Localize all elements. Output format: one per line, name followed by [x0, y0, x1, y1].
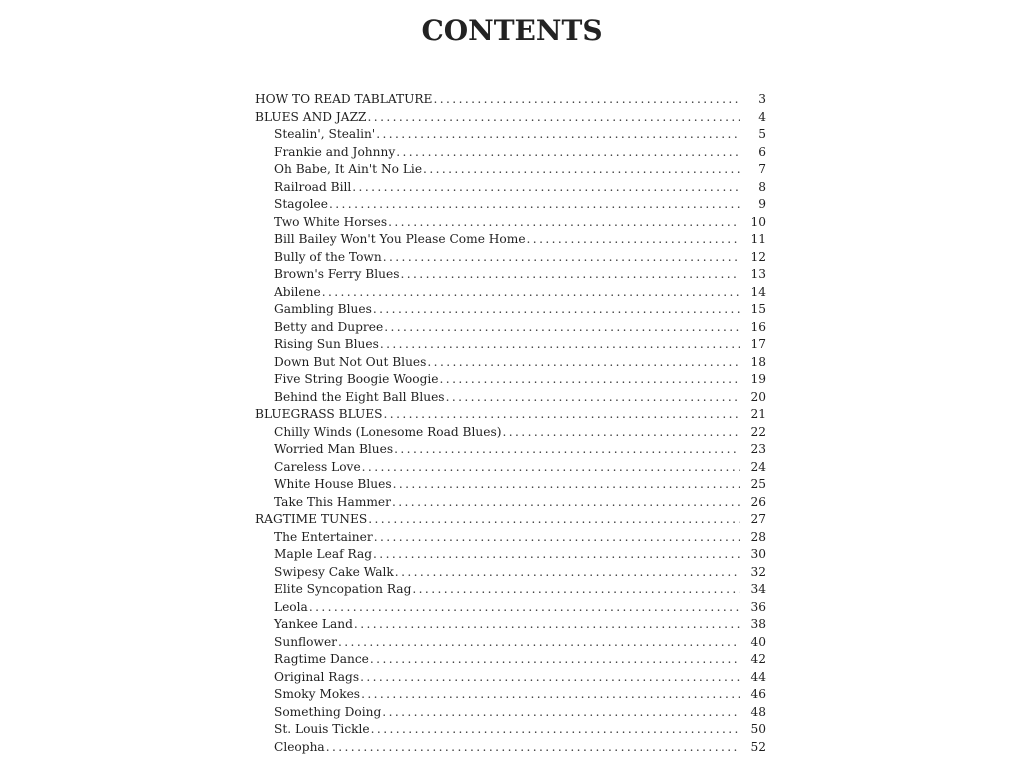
page-number: 10	[750, 214, 766, 229]
toc-entry-row	[252, 529, 766, 547]
page-number: 25	[750, 477, 766, 491]
page-number: 11	[750, 232, 766, 246]
song-title: Bill Bailey Won't You Please Come Home	[274, 232, 526, 246]
song-title: Ragtime Dance	[274, 652, 369, 666]
toc-entry-row	[252, 144, 766, 162]
toc-entry-row	[252, 739, 766, 757]
dot-leader	[309, 599, 740, 617]
toc-entry-row	[252, 371, 766, 389]
page-number: 12	[750, 249, 766, 264]
dot-leader	[394, 441, 740, 459]
toc-entry-row	[252, 704, 766, 722]
toc-entry-row	[252, 721, 766, 739]
song-title: Five String Boogie Woogie	[274, 372, 439, 386]
toc-entry-row	[252, 389, 766, 407]
page-number: 48	[750, 704, 766, 719]
song-title: Down But Not Out Blues	[274, 354, 427, 369]
page-number: 28	[750, 529, 766, 544]
page-number: 44	[750, 669, 766, 684]
song-title: Frankie and Johnny	[274, 144, 396, 159]
toc-entry-row	[252, 354, 766, 372]
toc-entry-row	[252, 441, 766, 459]
dot-leader	[393, 476, 740, 494]
page-number: 8	[758, 179, 766, 194]
section-title: HOW TO READ TABLATURE	[255, 92, 433, 106]
song-title: Abilene	[274, 284, 321, 299]
toc-entry-row	[252, 581, 766, 599]
dot-leader	[388, 214, 740, 232]
page-number: 3	[758, 92, 766, 106]
page-number: 20	[750, 389, 766, 404]
toc-entry-row	[252, 196, 766, 214]
page-number: 19	[750, 372, 766, 386]
toc-section-row	[252, 406, 766, 424]
dot-leader	[373, 546, 740, 564]
song-title: Brown's Ferry Blues	[274, 267, 400, 281]
toc-entry-row	[252, 616, 766, 634]
section-title: BLUES AND JAZZ	[255, 109, 367, 124]
toc-entry-row	[252, 266, 766, 284]
song-title: Chilly Winds (Lonesome Road Blues)	[274, 424, 502, 439]
toc-entry-row	[252, 126, 766, 144]
page-number: 7	[758, 162, 766, 176]
page-number: 50	[750, 722, 766, 736]
dot-leader	[380, 336, 740, 354]
song-title: St. Louis Tickle	[274, 722, 370, 736]
song-title: Maple Leaf Rag	[274, 547, 373, 561]
dot-leader	[362, 459, 740, 477]
song-title: Bully of the Town	[274, 249, 382, 264]
toc-entry-row	[252, 459, 766, 477]
song-title: Sunflower	[274, 634, 337, 649]
song-title: Leola	[274, 599, 308, 614]
toc-entry-row	[252, 651, 766, 669]
page-number: 30	[750, 547, 766, 561]
page-number: 32	[750, 564, 766, 579]
toc-section-row	[252, 91, 766, 109]
song-title: Yankee Land	[274, 617, 353, 631]
page-number: 34	[750, 582, 766, 596]
page-number: 24	[750, 459, 766, 474]
dot-leader	[361, 686, 740, 704]
toc-entry-row	[252, 634, 766, 652]
song-title: Behind the Eight Ball Blues	[274, 389, 445, 404]
toc-section-row	[252, 511, 766, 529]
page-number: 46	[750, 687, 766, 701]
dot-leader	[373, 301, 740, 319]
dot-leader	[368, 109, 740, 127]
dot-leader	[392, 494, 740, 512]
dot-leader	[396, 144, 740, 162]
page-number: 5	[758, 127, 766, 141]
page-number: 42	[750, 652, 766, 666]
page-number: 36	[750, 599, 766, 614]
page-number: 26	[750, 494, 766, 509]
toc-entry-row	[252, 686, 766, 704]
dot-leader	[374, 529, 740, 547]
dot-leader	[395, 564, 740, 582]
dot-leader	[423, 161, 740, 179]
song-title: Elite Syncopation Rag	[274, 582, 412, 596]
dot-leader	[527, 231, 740, 249]
song-title: Two White Horses	[274, 214, 388, 229]
page-number: 27	[750, 512, 766, 526]
song-title: Something Doing	[274, 704, 382, 719]
toc-entry-row	[252, 564, 766, 582]
page-number: 52	[750, 739, 766, 754]
song-title: Betty and Dupree	[274, 319, 384, 334]
page-number: 14	[750, 284, 766, 299]
dot-leader	[446, 389, 740, 407]
dot-leader	[502, 424, 740, 442]
dot-leader	[382, 704, 740, 722]
song-title: White House Blues	[274, 477, 392, 491]
dot-leader	[400, 266, 740, 284]
page-number: 22	[750, 424, 766, 439]
toc-entry-row	[252, 319, 766, 337]
page-number: 6	[758, 144, 766, 159]
toc-entry-row	[252, 179, 766, 197]
dot-leader	[322, 284, 740, 302]
dot-leader	[412, 581, 740, 599]
dot-leader	[326, 739, 740, 757]
page-number: 18	[750, 354, 766, 369]
page-number: 4	[758, 109, 766, 124]
dot-leader	[338, 634, 740, 652]
toc-entry-row	[252, 494, 766, 512]
song-title: Stagolee	[274, 197, 328, 211]
toc-entry-row	[252, 214, 766, 232]
toc-entry-row	[252, 669, 766, 687]
dot-leader	[329, 196, 740, 214]
song-title: Stealin', Stealin'	[274, 127, 376, 141]
toc-entry-row	[252, 546, 766, 564]
table-of-contents	[252, 91, 766, 756]
page-title: CONTENTS	[421, 14, 603, 47]
page-number: 23	[750, 442, 766, 456]
song-title: Swipesy Cake Walk	[274, 564, 394, 579]
toc-entry-row	[252, 336, 766, 354]
page-number: 21	[750, 407, 766, 421]
section-title: BLUEGRASS BLUES	[255, 407, 383, 421]
dot-leader	[371, 721, 740, 739]
song-title: Railroad Bill	[274, 179, 352, 194]
song-title: Cleopha	[274, 739, 325, 754]
toc-entry-row	[252, 301, 766, 319]
dot-leader	[354, 616, 740, 634]
page-number: 40	[750, 634, 766, 649]
dot-leader	[360, 669, 740, 687]
dot-leader	[384, 406, 740, 424]
toc-entry-row	[252, 284, 766, 302]
section-title: RAGTIME TUNES	[255, 512, 368, 526]
dot-leader	[368, 511, 740, 529]
song-title: Worried Man Blues	[274, 442, 394, 456]
dot-leader	[384, 319, 740, 337]
toc-entry-row	[252, 161, 766, 179]
song-title: Rising Sun Blues	[274, 337, 379, 351]
song-title: Oh Babe, It Ain't No Lie	[274, 162, 423, 176]
page-number: 38	[750, 617, 766, 631]
toc-entry-row	[252, 249, 766, 267]
toc-entry-row	[252, 231, 766, 249]
page-number: 13	[750, 267, 766, 281]
toc-entry-row	[252, 476, 766, 494]
dot-leader	[352, 179, 740, 197]
song-title: Take This Hammer	[274, 494, 391, 509]
toc-entry-row	[252, 599, 766, 617]
dot-leader	[383, 249, 740, 267]
dot-leader	[370, 651, 740, 669]
page-number: 15	[750, 302, 766, 316]
dot-leader	[427, 354, 740, 372]
song-title: The Entertainer	[274, 529, 373, 544]
page-number: 16	[750, 319, 766, 334]
song-title: Original Rags	[274, 669, 360, 684]
toc-section-row	[252, 109, 766, 127]
page-number: 9	[758, 197, 766, 211]
page-number: 17	[750, 337, 766, 351]
toc-entry-row	[252, 424, 766, 442]
dot-leader	[376, 126, 740, 144]
dot-leader	[433, 91, 740, 109]
song-title: Careless Love	[274, 459, 361, 474]
dot-leader	[440, 371, 740, 389]
song-title: Smoky Mokes	[274, 687, 361, 701]
song-title: Gambling Blues	[274, 302, 372, 316]
